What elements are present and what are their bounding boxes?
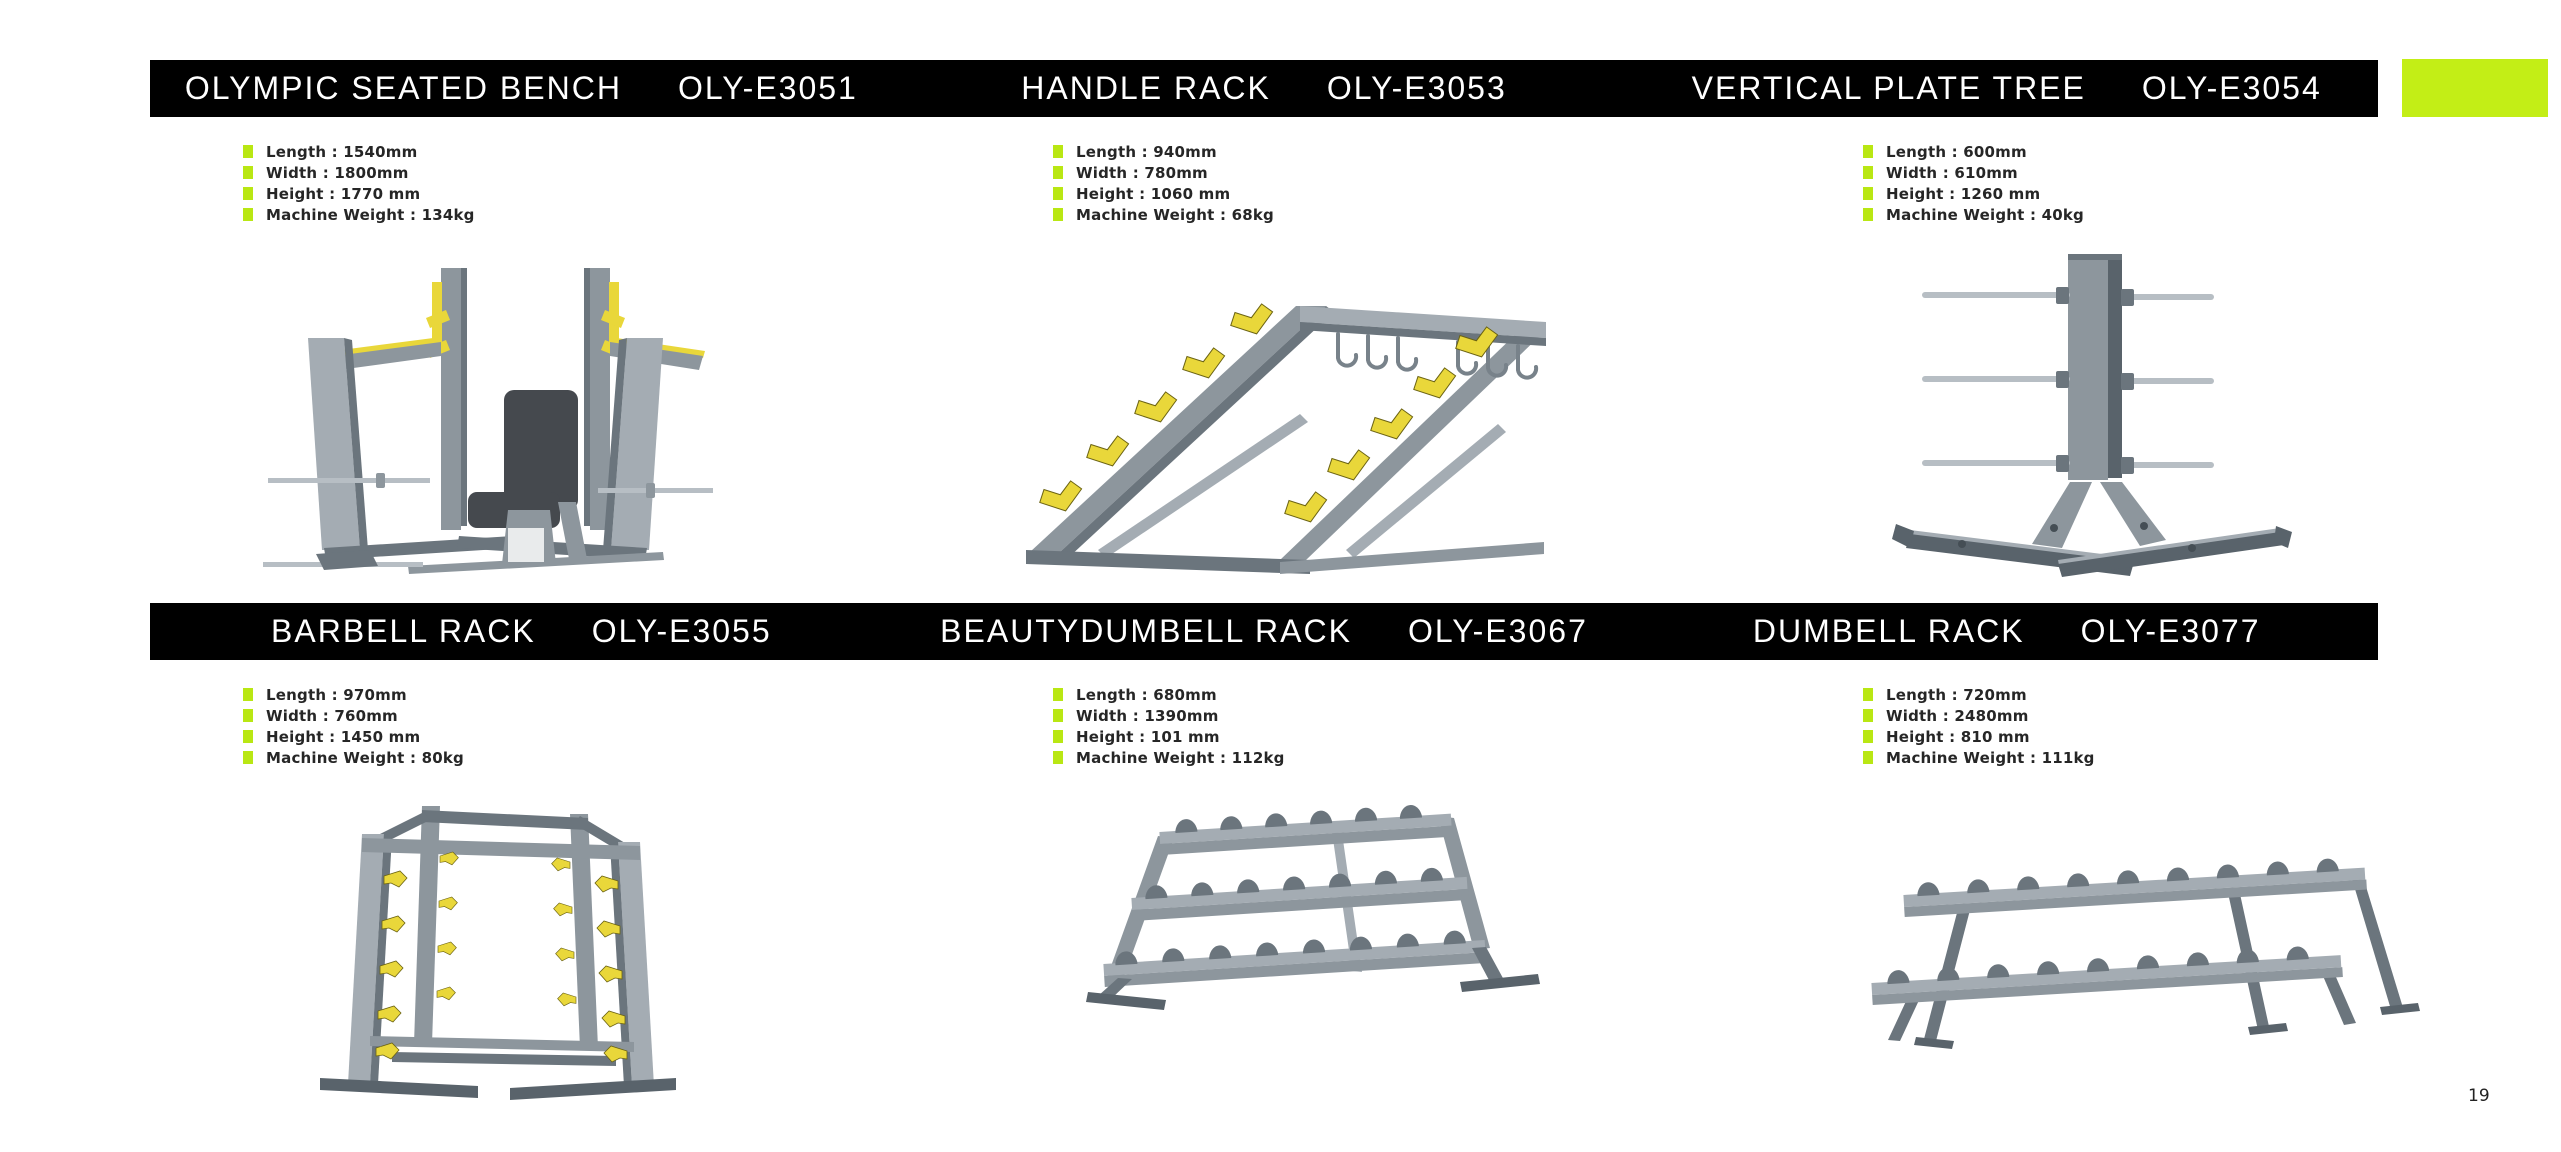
spec-item: [243, 726, 464, 747]
product-model: OLY-E3053: [1326, 70, 1507, 106]
bullet-square-icon: [1863, 751, 1873, 764]
bullet-square-icon: [1053, 208, 1063, 221]
bullet-square-icon: [1053, 709, 1063, 722]
spec-item: [1863, 684, 2095, 705]
spec-text: Length : 680mm: [1076, 685, 1217, 704]
header-cell: [150, 60, 893, 117]
product-image-dumbell-rack: [1808, 845, 2463, 1050]
spec-text: Width : 2480mm: [1886, 706, 2029, 725]
header-cell: [893, 603, 1636, 660]
header-cell: [893, 60, 1636, 117]
bullet-square-icon: [1863, 709, 1873, 722]
spec-text: Height : 1450 mm: [266, 727, 421, 746]
bullet-square-icon: [243, 730, 253, 743]
product-title: BARBELL RACK: [271, 613, 536, 649]
product-model: OLY-E3077: [2080, 613, 2261, 649]
spec-item: [243, 684, 464, 705]
spec-item: [1863, 747, 2095, 768]
bullet-square-icon: [243, 187, 253, 200]
bullet-square-icon: [1863, 166, 1873, 179]
spec-item: [243, 204, 475, 225]
spec-text: Length : 720mm: [1886, 685, 2027, 704]
bullet-square-icon: [1053, 730, 1063, 743]
spec-item: [1863, 726, 2095, 747]
product-title: OLYMPIC SEATED BENCH: [184, 70, 622, 106]
spec-list: [1053, 684, 1285, 768]
spec-item: [243, 162, 475, 183]
header-cell: [1635, 603, 2378, 660]
spec-item: [243, 747, 464, 768]
spec-item: [243, 705, 464, 726]
spec-text: Height : 810 mm: [1886, 727, 2030, 746]
spec-text: Length : 1540mm: [266, 142, 418, 161]
spec-text: Machine Weight : 112kg: [1076, 748, 1285, 767]
product-model: OLY-E3051: [677, 70, 858, 106]
product-image-vertical-plate-tree: [1882, 242, 2307, 577]
spec-text: Width : 780mm: [1076, 163, 1208, 182]
bullet-square-icon: [1053, 187, 1063, 200]
spec-item: [1863, 705, 2095, 726]
spec-text: Width : 610mm: [1886, 163, 2018, 182]
spec-item: [1053, 204, 1274, 225]
bullet-square-icon: [1053, 145, 1063, 158]
header-bar-row1: [150, 60, 2378, 117]
spec-text: Length : 600mm: [1886, 142, 2027, 161]
bullet-square-icon: [1863, 145, 1873, 158]
spec-list: [1863, 684, 2095, 768]
spec-list: [1863, 141, 2084, 225]
header-bar-row2: [150, 603, 2378, 660]
product-model: OLY-E3067: [1407, 613, 1588, 649]
bullet-square-icon: [1863, 688, 1873, 701]
spec-list: [243, 684, 464, 768]
spec-item: [1053, 141, 1274, 162]
product-title: VERTICAL PLATE TREE: [1691, 70, 2086, 106]
spec-item: [1863, 141, 2084, 162]
spec-item: [1863, 162, 2084, 183]
bullet-square-icon: [1863, 730, 1873, 743]
spec-item: [1863, 204, 2084, 225]
spec-text: Height : 1260 mm: [1886, 184, 2041, 203]
spec-text: Height : 101 mm: [1076, 727, 1220, 746]
spec-text: Width : 1800mm: [266, 163, 409, 182]
spec-item: [1053, 747, 1285, 768]
spec-text: Machine Weight : 68kg: [1076, 205, 1274, 224]
bullet-square-icon: [1863, 187, 1873, 200]
spec-text: Machine Weight : 80kg: [266, 748, 464, 767]
accent-block: [2402, 59, 2548, 117]
spec-list: [1053, 141, 1274, 225]
bullet-square-icon: [243, 166, 253, 179]
product-image-olympic-seated-bench: [258, 232, 713, 582]
product-model: OLY-E3055: [591, 613, 772, 649]
product-title: HANDLE RACK: [1021, 70, 1271, 106]
header-cell: [1635, 60, 2378, 117]
bullet-square-icon: [243, 688, 253, 701]
spec-text: Height : 1060 mm: [1076, 184, 1231, 203]
bullet-square-icon: [243, 709, 253, 722]
bullet-square-icon: [1053, 751, 1063, 764]
spec-item: [1053, 684, 1285, 705]
spec-item: [1053, 183, 1274, 204]
spec-text: Length : 970mm: [266, 685, 407, 704]
spec-item: [1053, 726, 1285, 747]
spec-text: Length : 940mm: [1076, 142, 1217, 161]
product-image-beautydumbell-rack: [1032, 796, 1622, 1011]
spec-text: Machine Weight : 134kg: [266, 205, 475, 224]
spec-item: [1053, 162, 1274, 183]
spec-item: [243, 141, 475, 162]
spec-text: Height : 1770 mm: [266, 184, 421, 203]
spec-list: [243, 141, 475, 225]
product-image-barbell-rack: [272, 786, 717, 1101]
spec-text: Width : 1390mm: [1076, 706, 1219, 725]
spec-item: [1863, 183, 2084, 204]
bullet-square-icon: [243, 208, 253, 221]
spec-item: [1053, 705, 1285, 726]
bullet-square-icon: [243, 751, 253, 764]
product-title: DUMBELL RACK: [1752, 613, 2025, 649]
bullet-square-icon: [243, 145, 253, 158]
product-model: OLY-E3054: [2141, 70, 2322, 106]
bullet-square-icon: [1053, 688, 1063, 701]
spec-text: Machine Weight : 111kg: [1886, 748, 2095, 767]
header-cell: [150, 603, 893, 660]
bullet-square-icon: [1053, 166, 1063, 179]
product-image-handle-rack: [978, 252, 1548, 587]
spec-item: [243, 183, 475, 204]
page-number: 19: [2468, 1086, 2490, 1106]
product-title: BEAUTYDUMBELL RACK: [940, 613, 1352, 649]
bullet-square-icon: [1863, 208, 1873, 221]
spec-text: Width : 760mm: [266, 706, 398, 725]
spec-text: Machine Weight : 40kg: [1886, 205, 2084, 224]
